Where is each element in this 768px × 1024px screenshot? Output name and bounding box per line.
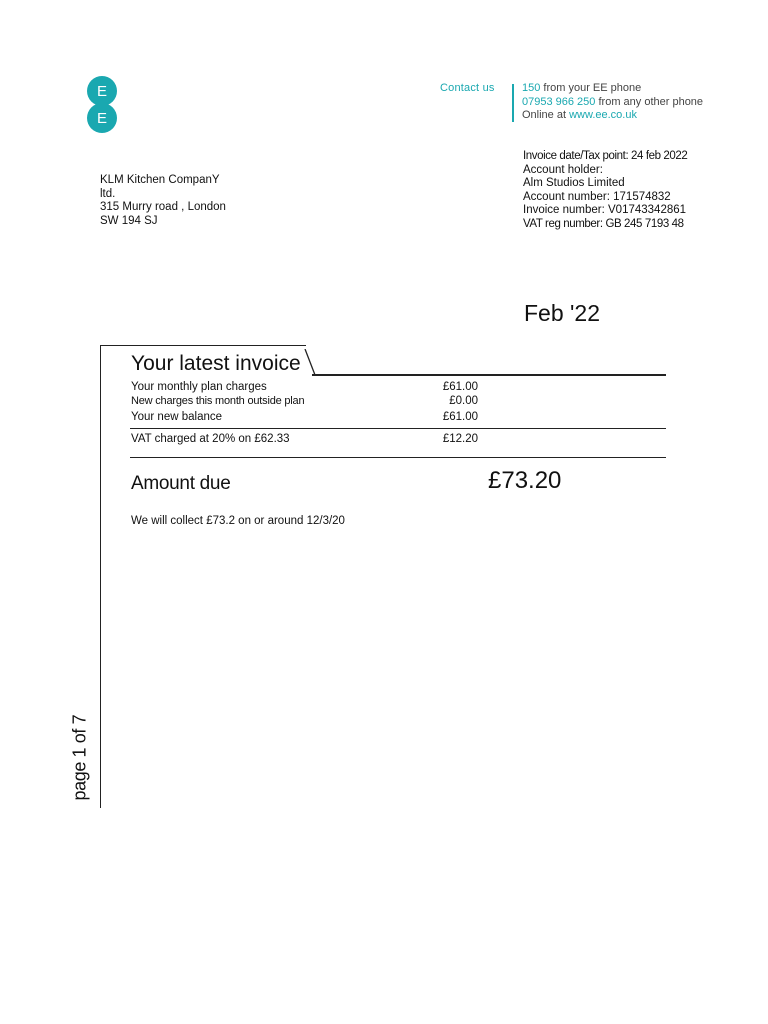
account-holder-label: Account holder: bbox=[523, 163, 603, 176]
svg-text:E: E bbox=[96, 83, 108, 100]
customer-suffix: ltd. bbox=[100, 187, 116, 200]
table-divider bbox=[130, 428, 666, 429]
account-holder-name: Alm Studios Limited bbox=[523, 177, 625, 189]
vat-value: £12.20 bbox=[442, 433, 478, 445]
online-prefix: Online at bbox=[522, 109, 570, 121]
balance-value: £61.00 bbox=[442, 411, 478, 423]
contact-details bbox=[522, 82, 703, 123]
account-info bbox=[523, 150, 687, 231]
contact-us-label: Contact us bbox=[440, 82, 495, 94]
charge-label: Your monthly plan charges bbox=[131, 381, 267, 393]
customer-street: 315 Murry road , London bbox=[100, 201, 226, 213]
account-number: Account number: 171574832 bbox=[523, 190, 671, 203]
vat-reg-number: VAT reg number: GB 245 7193 48 bbox=[523, 217, 684, 230]
table-divider bbox=[130, 457, 666, 458]
invoice-heading: Your latest invoice bbox=[131, 352, 301, 375]
charge-value: £0.00 bbox=[449, 395, 478, 407]
customer-name: KLM Kitchen CompanY bbox=[100, 174, 220, 186]
vat-label: VAT charged at 20% on £62.33 bbox=[131, 433, 290, 445]
customer-address bbox=[100, 174, 226, 228]
svg-text:E: E bbox=[96, 110, 108, 127]
left-frame-line bbox=[100, 346, 101, 808]
ee-logo bbox=[80, 76, 124, 134]
amount-due-label: Amount due bbox=[131, 473, 231, 494]
invoice-date: Invoice date/Tax point: 24 feb 2022 bbox=[523, 150, 688, 162]
heading-slash bbox=[303, 349, 319, 377]
page-indicator: page 1 of 7 bbox=[69, 714, 90, 801]
website-link[interactable]: www.ee.co.uk bbox=[569, 109, 637, 121]
billing-month: Feb '22 bbox=[524, 300, 600, 326]
customer-postcode: SW 194 SJ bbox=[100, 214, 158, 227]
charge-value: £61.00 bbox=[442, 381, 478, 393]
ee-long-number: 07953 966 250 bbox=[522, 95, 596, 108]
top-frame-line bbox=[100, 345, 306, 346]
contact-divider bbox=[512, 84, 514, 122]
invoice-number: Invoice number: V01743342861 bbox=[523, 204, 687, 216]
balance-label: Your new balance bbox=[131, 411, 223, 423]
heading-rule bbox=[312, 374, 666, 376]
charge-label: New charges this month outside plan bbox=[131, 395, 305, 407]
ee-long-number-text: from any other phone bbox=[595, 95, 704, 108]
amount-due-value: £73.20 bbox=[488, 467, 562, 494]
ee-short-number-text: from your EE phone bbox=[540, 82, 642, 94]
ee-short-number: 150 bbox=[522, 82, 541, 94]
collection-note: We will collect £73.2 on or around 12/3/20 bbox=[131, 515, 345, 527]
